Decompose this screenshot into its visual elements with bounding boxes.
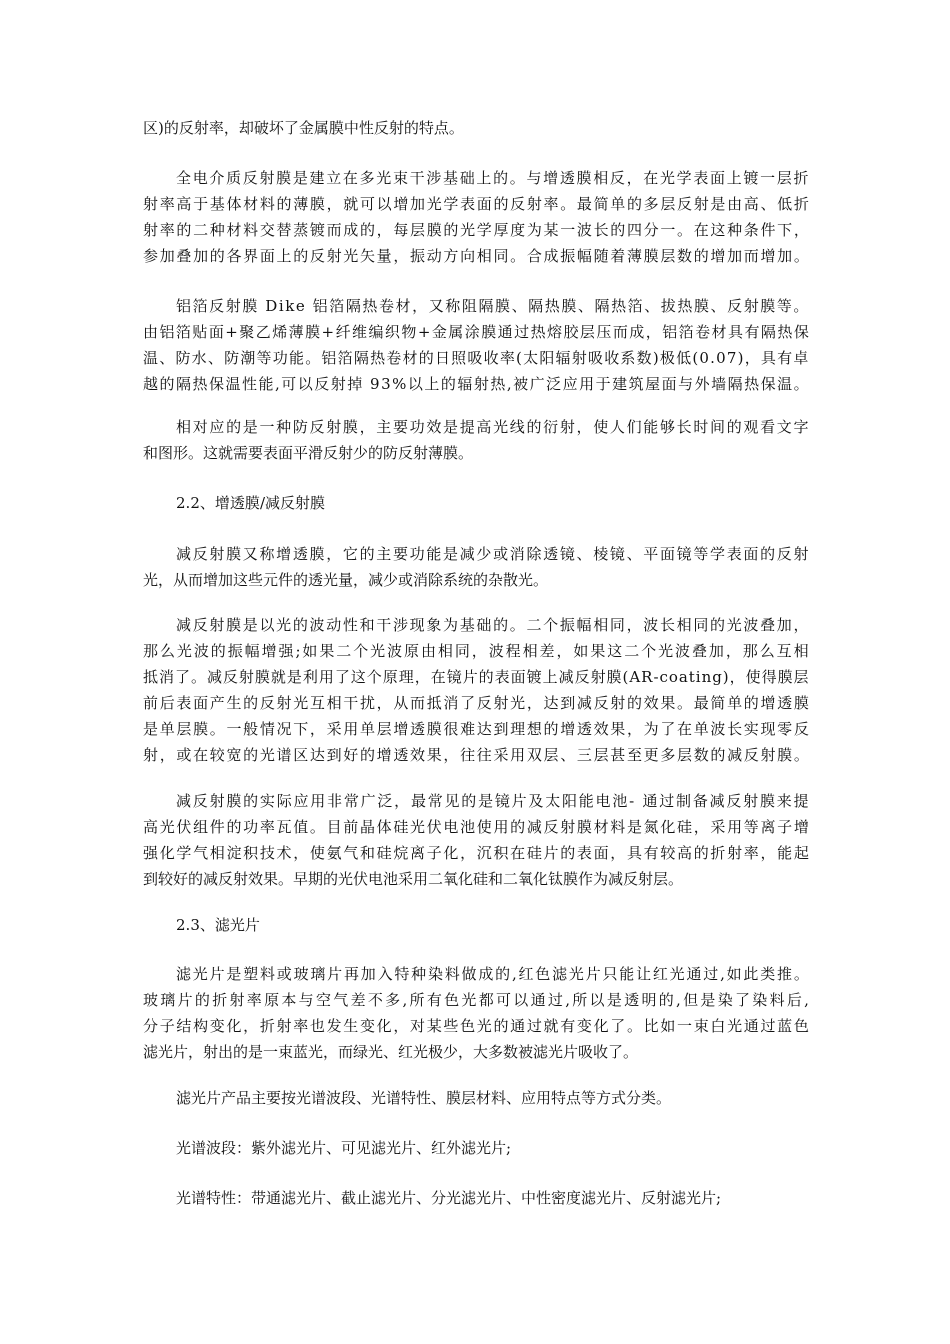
text-line: 铝 箔 反 射 膜 D i k e 铝 箔 隔 热 卷 材 ， 又 称 阻 隔 膜 、 隔 热 膜 、 隔 热 箔 、 拔 热 膜 、 反 射 膜 等 。 (176, 297, 809, 315)
text-line: 滤光片，射出的是一束蓝光，而绿光、红光极少，大多数被滤光片吸收了。 (143, 1043, 639, 1061)
text-line: 减 反 射 膜 是 以 光 的 波 动 性 和 干 涉 现 象 为 基 础 的 。 二 个 振 幅 相 同 ， 波 长 相 同 的 光 波 叠 加 ， (176, 616, 809, 634)
text-line: 相 对 应 的 是 一 种 防 反 射 膜 ， 主 要 功 效 是 提 高 光 线 的 衍 射 ， 使 人 们 能 够 长 时 间 的 观 看 文 字 (176, 418, 809, 436)
text-line: 强 化 学 气 相 淀 积 技 术 ， 使 氨 气 和 硅 烷 离 子 化 ， 沉 积 在 硅 片 的 表 面 ， 具 有 较 高 的 折 射 率 ， 能 起 (143, 844, 809, 862)
text-line: 滤 光 片 是 塑 料 或 玻 璃 片 再 加 入 特 种 染 料 做 成 的 , 红 色 滤 光 片 只 能 让 红 光 通 过 , 如 此 类 推 。 (176, 965, 809, 983)
text-line: 射 ， 或 在 较 宽 的 光 谱 区 达 到 好 的 增 透 效 果 ， 往 往 采 用 双 层 、 三 层 甚 至 更 多 层 数 的 减 反 射 膜 。 (143, 746, 809, 764)
text-line: 前 后 表 面 产 生 的 反 射 光 互 相 干 扰 ， 从 而 抵 消 了 反 射 光 ， 达 到 减 反 射 的 效 果 。 最 简 单 的 增 透 膜 (143, 694, 809, 712)
text-line: 区)的反射率，却破坏了金属膜中性反射的特点。 (143, 119, 464, 137)
paragraph-spectral-band (143, 1135, 809, 1161)
text-line: 越 的 隔 热 保 温 性 能 , 可 以 反 射 掉 9 3 % 以 上 的 辐 射 热 , 被 广 泛 应 用 于 建 筑 屋 面 与 外 墙 隔 热 保 温 。 (143, 375, 809, 393)
text-line: 减 反 射 膜 的 实 际 应 用 非 常 广 泛 ， 最 常 见 的 是 镜 片 及 太 阳 能 电 池 - 通 过 制 备 减 反 射 膜 来 提 (176, 792, 809, 810)
paragraph-anti-reflection-principle (143, 612, 809, 768)
text-line: 抵 消 了 。 减 反 射 膜 就 是 利 用 了 这 个 原 理 ， 在 镜 片 的 表 面 镀 上 减 反 射 膜 ( A R - c o a t i n g ) ， 使 得 膜 层 (143, 668, 809, 686)
text-line: 射 率 的 二 种 材 料 交 替 蒸 镀 而 成 的 ， 每 层 膜 的 光 学 厚 度 为 某 一 波 长 的 四 分 一 。 在 这 种 条 件 下 ， (143, 221, 809, 239)
text-line: 高 光 伏 组 件 的 功 率 瓦 值 。 目 前 晶 体 硅 光 伏 电 池 使 用 的 减 反 射 膜 材 料 是 氮 化 硅 ， 采 用 等 离 子 增 (143, 818, 809, 836)
text-line: 参 加 叠 加 的 各 界 面 上 的 反 射 光 矢 量 ， 振 动 方 向 相 同 。 合 成 振 幅 随 着 薄 膜 层 数 的 增 加 而 增 加 。 (143, 247, 809, 265)
paragraph-anti-reflection-definition (143, 541, 809, 593)
paragraph-filter-classification (143, 1085, 809, 1111)
paragraph-anti-reflection-applications (143, 788, 809, 892)
section-heading-2-2 (143, 490, 809, 516)
text-line: 光，从而增加这些元件的透光量，减少或消除系统的杂散光。 (143, 571, 549, 589)
text-line: 是 单 层 膜 。 一 般 情 况 下 ， 采 用 单 层 增 透 膜 很 难 达 到 理 想 的 增 透 效 果 ， 为 了 在 单 波 长 实 现 零 反 (143, 720, 809, 738)
text-line: 到较好的减反射效果。早期的光伏电池采用二氧化硅和二氧化钛膜作为减反射层。 (143, 870, 684, 888)
text-line: 全 电 介 质 反 射 膜 是 建 立 在 多 光 束 干 涉 基 础 上 的 。 与 增 透 膜 相 反 ， 在 光 学 表 面 上 镀 一 层 折 (176, 169, 809, 187)
text-line: 分 子 结 构 变 化 ， 折 射 率 也 发 生 变 化 ， 对 某 些 色 光 的 通 过 就 有 变 化 了 。 比 如 一 束 白 光 通 过 蓝 色 (143, 1017, 809, 1035)
text-line: 和图形。这就需要表面平滑反射少的防反射薄膜。 (143, 444, 474, 462)
paragraph-aluminum-foil-film (143, 293, 809, 397)
text-line: 减 反 射 膜 又 称 增 透 膜 ， 它 的 主 要 功 能 是 减 少 或 消 除 透 镜 、 棱 镜 、 平 面 镜 等 学 表 面 的 反 射 (176, 545, 809, 563)
section-heading-2-3 (143, 912, 809, 938)
text-line: 那 么 光 波 的 振 幅 增 强 ; 如 果 二 个 光 波 原 由 相 同 ， 波 程 相 差 ， 如 果 这 二 个 光 波 叠 加 ， 那 么 互 相 (143, 642, 809, 660)
text-line: 温 、 防 水 、 防 潮 等 功 能 。 铝 箔 隔 热 卷 材 的 日 照 吸 收 率 ( 太 阳 辐 射 吸 收 系 数 ) 极 低 ( 0 . 0 7 ) ， 具 有 卓 (143, 349, 809, 367)
paragraph-spectral-characteristics (143, 1185, 809, 1211)
text-line: 由 铝 箔 贴 面 + 聚 乙 烯 薄 膜 + 纤 维 编 织 物 + 金 属 涂 膜 通 过 热 熔 胶 层 压 而 成 ， 铝 箔 卷 材 具 有 隔 热 保 (143, 323, 809, 341)
paragraph-continuation (143, 115, 809, 141)
text-line: 光谱特性：带通滤光片、截止滤光片、分光滤光片、中性密度滤光片、反射滤光片; (176, 1189, 722, 1207)
paragraph-dielectric-reflective-film (143, 165, 809, 269)
text-line: 射 率 高 于 基 体 材 料 的 薄 膜 ， 就 可 以 增 加 光 学 表 面 的 反 射 率 。 最 简 单 的 多 层 反 射 是 由 高 、 低 折 (143, 195, 809, 213)
text-line: 滤光片产品主要按光谱波段、光谱特性、膜层材料、应用特点等方式分类。 (176, 1089, 672, 1107)
text-line: 光谱波段：紫外滤光片、可见滤光片、红外滤光片; (176, 1139, 512, 1157)
text-line: 玻 璃 片 的 折 射 率 原 本 与 空 气 差 不 多 , 所 有 色 光 都 可 以 通 过 , 所 以 是 透 明 的 , 但 是 染 了 染 料 后 , (143, 991, 809, 1009)
paragraph-anti-reflection-intro (143, 414, 809, 466)
section-heading: 2 . 3 、 滤 光 片 (176, 916, 260, 934)
paragraph-filter-definition (143, 961, 809, 1065)
section-heading: 2 . 2 、 增 透 膜 / 减 反 射 膜 (176, 494, 326, 512)
